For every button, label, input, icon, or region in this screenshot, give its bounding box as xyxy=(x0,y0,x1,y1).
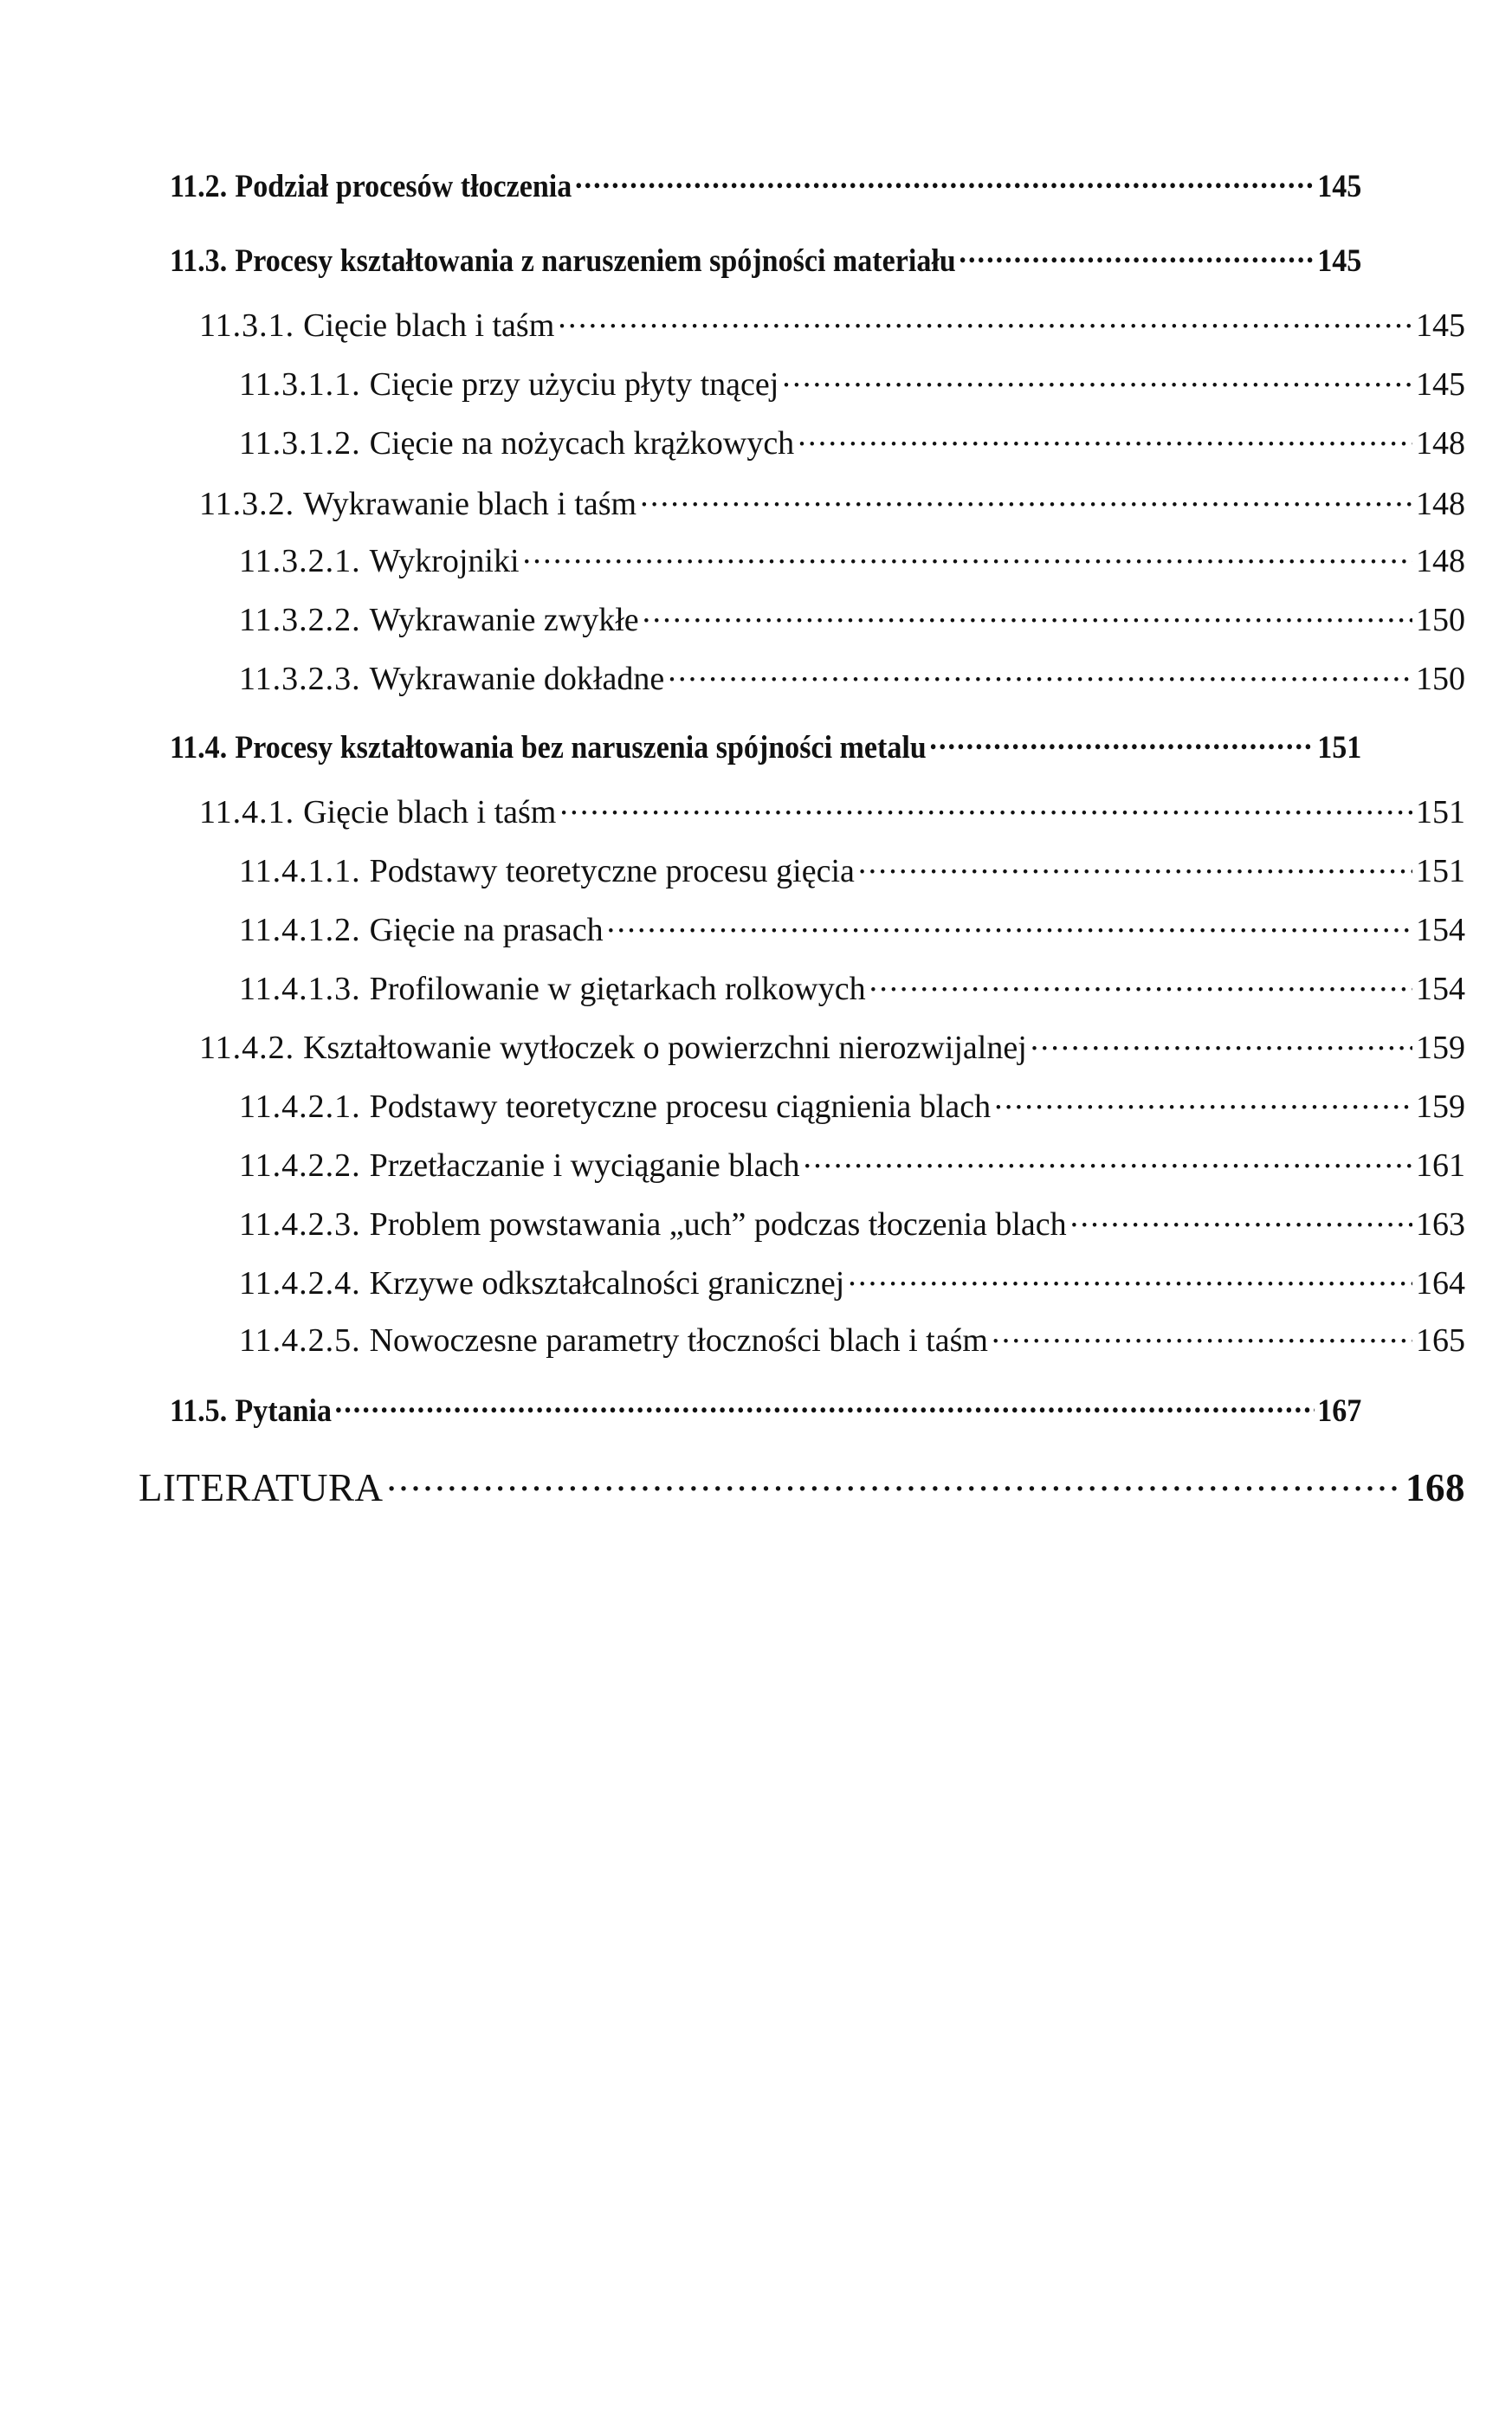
toc-entry-literatura xyxy=(139,1462,1465,1508)
toc-entry-title: Kształtowanie wytłoczek o powierzchni nierozwijalnej xyxy=(303,1030,1027,1066)
toc-entry-title: Wykrawanie blach i taśm xyxy=(303,486,637,522)
toc-entry-11-4-2-5 xyxy=(239,1318,1465,1357)
dot-leader xyxy=(668,656,1412,689)
toc-entry-number: 11.4.2. xyxy=(199,1030,295,1066)
toc-entry-page: 145 xyxy=(1416,366,1465,403)
toc-entry-11-3-1 xyxy=(199,303,1465,342)
toc-entry-number: 11.4.1.1. xyxy=(239,853,361,889)
toc-entry-11-4-2-2 xyxy=(239,1143,1465,1182)
toc-entry-number: 11.4.1.2. xyxy=(239,912,361,948)
toc-entry-11-4 xyxy=(170,726,1361,764)
toc-entry-title: Gięcie blach i taśm xyxy=(303,794,557,830)
toc-entry-number: 11.2. xyxy=(170,169,228,204)
dot-leader xyxy=(1070,1202,1412,1235)
toc-entry-number: 11.4.1.3. xyxy=(239,971,361,1007)
toc-entry-11-3-2-3 xyxy=(239,656,1465,695)
dot-leader xyxy=(992,1318,1412,1351)
toc-entry-11-3-2 xyxy=(199,481,1465,520)
toc-entry-11-4-2-3 xyxy=(239,1202,1465,1241)
toc-entry-11-5 xyxy=(170,1389,1361,1427)
toc-entry-title: Pytania xyxy=(235,1393,332,1429)
toc-entry-title: Wykrojniki xyxy=(369,543,520,579)
toc-entry-title: Problem powstawania „uch” podczas tłoczenia blach xyxy=(369,1206,1067,1243)
toc-entry-11-3-1-1 xyxy=(239,362,1465,401)
dot-leader xyxy=(848,1261,1412,1294)
toc-entry-title: Cięcie przy użyciu płyty tnącej xyxy=(369,366,779,403)
toc-entry-page: 163 xyxy=(1416,1206,1465,1243)
toc-entry-11-4-2 xyxy=(199,1025,1465,1064)
dot-leader xyxy=(1031,1025,1412,1058)
toc-entry-page: 161 xyxy=(1416,1147,1465,1184)
toc-entry-page: 165 xyxy=(1416,1322,1465,1359)
dot-leader xyxy=(929,726,1314,758)
dot-leader xyxy=(386,1462,1402,1501)
toc-entry-11-4-2-4 xyxy=(239,1261,1465,1300)
dot-leader xyxy=(869,966,1412,999)
toc-entry-number: 11.3. xyxy=(170,243,228,279)
toc-entry-number: 11.4. xyxy=(170,730,228,766)
toc-entry-number: 11.4.1. xyxy=(199,794,295,830)
dot-leader xyxy=(575,165,1315,197)
toc-entry-page: 167 xyxy=(1317,1393,1362,1429)
toc-entry-page: 151 xyxy=(1416,853,1465,889)
toc-entry-page: 145 xyxy=(1317,169,1362,204)
dot-leader xyxy=(558,303,1412,336)
dot-leader xyxy=(798,421,1412,454)
toc-entry-title: LITERATURA xyxy=(139,1466,384,1509)
dot-leader xyxy=(607,908,1412,940)
toc-entry-11-3-1-2 xyxy=(239,421,1465,460)
toc-entry-page: 150 xyxy=(1416,661,1465,697)
toc-entry-title: Procesy kształtowania z naruszeniem spójności materiału xyxy=(235,243,956,279)
toc-entry-number: 11.3.1.2. xyxy=(239,425,361,462)
toc-entry-11-3-2-2 xyxy=(239,598,1465,636)
toc-entry-page: 148 xyxy=(1416,543,1465,579)
toc-entry-page: 164 xyxy=(1416,1265,1465,1302)
toc-entry-number: 11.5. xyxy=(170,1393,228,1429)
toc-entry-number: 11.3.2.3. xyxy=(239,661,361,697)
toc-entry-title: Podstawy teoretyczne procesu gięcia xyxy=(369,853,855,889)
toc-entry-page: 145 xyxy=(1317,243,1362,279)
toc-entry-number: 11.4.2.1. xyxy=(239,1089,361,1125)
dot-leader xyxy=(782,362,1412,395)
toc-entry-number: 11.4.2.3. xyxy=(239,1206,361,1243)
toc-entry-page: 151 xyxy=(1317,730,1362,766)
toc-entry-11-4-1 xyxy=(199,790,1465,829)
toc-entry-number: 11.3.2.1. xyxy=(239,543,361,579)
toc-entry-title: Procesy kształtowania bez naruszenia spójności metalu xyxy=(235,730,927,766)
toc-entry-page: 151 xyxy=(1416,794,1465,830)
toc-entry-11-4-1-3 xyxy=(239,966,1465,1005)
dot-leader xyxy=(804,1143,1413,1176)
toc-entry-page: 154 xyxy=(1416,971,1465,1007)
toc-entry-11-3 xyxy=(170,239,1361,277)
toc-entry-title: Nowoczesne parametry tłoczności blach i taśm xyxy=(369,1322,988,1359)
toc-entry-title: Profilowanie w giętarkach rolkowych xyxy=(369,971,866,1007)
toc-entry-title: Cięcie blach i taśm xyxy=(303,307,555,344)
toc-entry-page: 148 xyxy=(1416,486,1465,522)
dot-leader xyxy=(640,481,1412,514)
toc-entry-page: 159 xyxy=(1416,1030,1465,1066)
dot-leader xyxy=(559,790,1412,823)
dot-leader xyxy=(335,1389,1315,1421)
toc-entry-title: Wykrawanie zwykłe xyxy=(369,602,639,638)
toc-entry-number: 11.3.1. xyxy=(199,307,295,344)
toc-entry-title: Podział procesów tłoczenia xyxy=(235,169,572,204)
toc-entry-page: 148 xyxy=(1416,425,1465,462)
toc-entry-page: 145 xyxy=(1416,307,1465,344)
toc-entry-11-4-1-2 xyxy=(239,908,1465,947)
toc-entry-11-3-2-1 xyxy=(239,539,1465,578)
toc-entry-title: Gięcie na prasach xyxy=(369,912,604,948)
dot-leader xyxy=(994,1084,1412,1117)
toc-entry-title: Krzywe odkształcalności granicznej xyxy=(369,1265,845,1302)
toc-entry-11-2 xyxy=(170,165,1361,203)
dot-leader xyxy=(858,849,1412,882)
toc-entry-number: 11.4.2.5. xyxy=(239,1322,361,1359)
toc-entry-number: 11.4.2.4. xyxy=(239,1265,361,1302)
toc-entry-11-4-2-1 xyxy=(239,1084,1465,1123)
dot-leader xyxy=(643,598,1412,630)
toc-entry-number: 11.3.2.2. xyxy=(239,602,361,638)
toc-entry-page: 168 xyxy=(1405,1466,1465,1509)
toc-entry-number: 11.4.2.2. xyxy=(239,1147,361,1184)
toc-entry-title: Wykrawanie dokładne xyxy=(369,661,665,697)
toc-entry-page: 150 xyxy=(1416,602,1465,638)
toc-entry-number: 11.3.1.1. xyxy=(239,366,361,403)
dot-leader xyxy=(959,239,1314,271)
toc-entry-title: Przetłaczanie i wyciąganie blach xyxy=(369,1147,800,1184)
toc-entry-title: Podstawy teoretyczne procesu ciągnienia blach xyxy=(369,1089,992,1125)
dot-leader xyxy=(523,539,1412,572)
toc-entry-page: 154 xyxy=(1416,912,1465,948)
toc-entry-page: 159 xyxy=(1416,1089,1465,1125)
toc-entry-11-4-1-1 xyxy=(239,849,1465,888)
toc-entry-number: 11.3.2. xyxy=(199,486,295,522)
toc-entry-title: Cięcie na nożycach krążkowych xyxy=(369,425,795,462)
